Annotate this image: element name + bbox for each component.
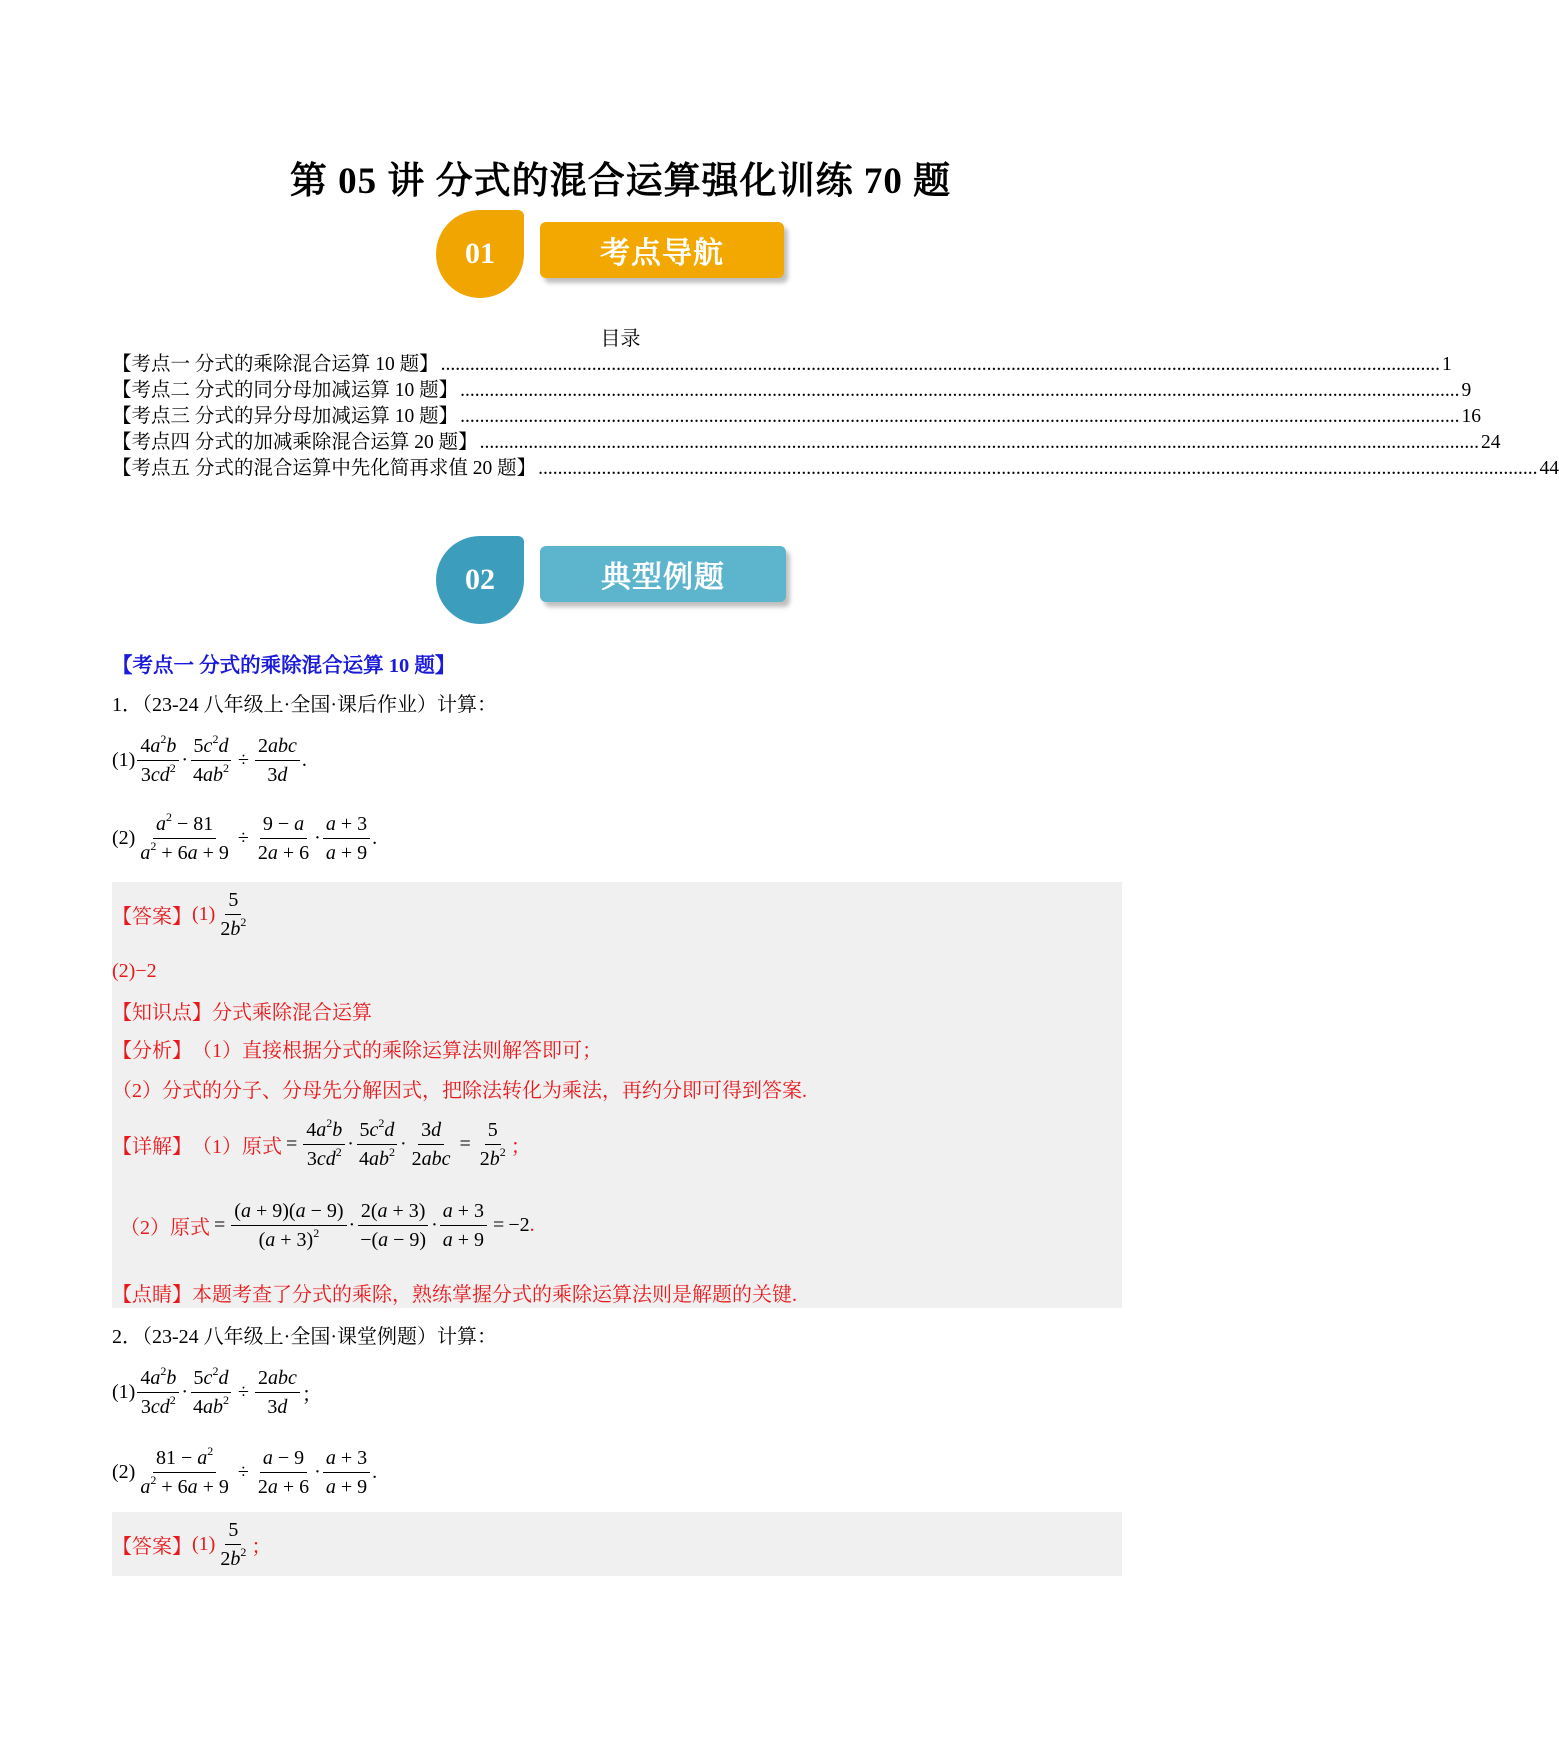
question-part-2: (2) $\frac{a^2 - 81}{a^2 + 6a + 9}$ ÷ $\frac{9 - a}{2a + 6}$ · $\frac{a + 3}{a + 9}$ .	[112, 809, 378, 864]
knowledge-point: 【知识点】 分式乘除混合运算	[112, 1001, 372, 1024]
question-part-2: (2) $\frac{81 - a^2}{a^2 + 6a + 9}$ ÷ $\frac{a - 9}{2a + 6}$ · $\frac{a + 3}{a + 9}$ .	[112, 1443, 378, 1498]
question-part-1: (1) $\frac{4a^2b}{3cd^2}$ · $\frac{5c^2d}{4ab^2}$ ÷ $\frac{\text{2abc}}{3d}$ ；	[112, 1363, 322, 1418]
toc-item[interactable]: 【考点三 分式的异分母加减运算 10 题】 ............................................................................................................................................................................................................. 16	[112, 406, 1482, 427]
toc-item[interactable]: 【考点五 分式的混合运算中先化简再求值 20 题】 ............................................................................................................................................................................................................. 44	[112, 458, 1559, 479]
analysis-line-2: （2）分式的分子、分母先分解因式，把除法转化为乘法，再约分即可得到答案.	[112, 1079, 807, 1102]
badge-label-bar	[540, 546, 786, 602]
badge-label: 考点导航	[600, 236, 724, 271]
section-heading: 【考点一 分式的乘除混合运算 10 题】	[112, 655, 456, 677]
comment-line: 【点睛】 本题考查了分式的乘除，熟练掌握分式的乘除运算法则是解题的关键.	[112, 1283, 797, 1306]
toc-heading: 目录	[600, 328, 641, 350]
toc-item[interactable]: 【考点一 分式的乘除混合运算 10 题】 ............................................................................................................................................................................................................. 1	[112, 354, 1452, 375]
badge-number: 01	[465, 237, 495, 270]
badge-number-circle	[436, 210, 524, 298]
badge-label: 典型例题	[601, 560, 725, 595]
page-title: 第 05 讲 分式的混合运算强化训练 70 题	[289, 161, 952, 202]
question-stem: 1．（23-24 八年级上·全国·课后作业）计算：	[112, 694, 497, 716]
answer-line-1: 【答案】 (1) $\frac{5}{2b^2}$	[112, 888, 247, 940]
badge-number: 02	[465, 563, 495, 596]
badge-number-circle	[436, 536, 524, 624]
badge-label-bar	[540, 222, 784, 278]
answer-line-2: (2)−2	[112, 959, 157, 982]
toc-item[interactable]: 【考点四 分式的加减乘除混合运算 20 题】 ............................................................................................................................................................................................................. 24	[112, 432, 1501, 453]
answer-line-1: 【答案】 (1) $\frac{5}{2b^2}$ ；	[112, 1518, 272, 1570]
detail-line-1: 【详解】 （1）原式 = $\frac{4a^2b}{3cd^2}$ · $\frac{5c^2d}{4ab^2}$ · $\frac{3d}{\text{2abc}}$ = $\frac{5}{2b^2}$ ；	[112, 1115, 531, 1170]
question-part-1: (1) $\frac{4a^2b}{3cd^2}$ · $\frac{5c^2d}{4ab^2}$ ÷ $\frac{\text{2abc}}{3d}$ .	[112, 731, 307, 786]
detail-line-2: （2）原式 = $\frac{(a + 9)(a - 9)}{(a + 3)^2}$ · $\frac{2(a + 3)}{-(a - 9)}$ · $\frac{a + 3}{a + 9}$ = −2 .	[120, 1199, 535, 1251]
question-stem: 2．（23-24 八年级上·全国·课堂例题）计算：	[112, 1326, 497, 1348]
analysis-line-1: 【分析】 （1）直接根据分式的乘除运算法则解答即可；	[112, 1039, 602, 1062]
toc-item[interactable]: 【考点二 分式的同分母加减运算 10 题】 ............................................................................................................................................................................................................. 9	[112, 380, 1472, 401]
